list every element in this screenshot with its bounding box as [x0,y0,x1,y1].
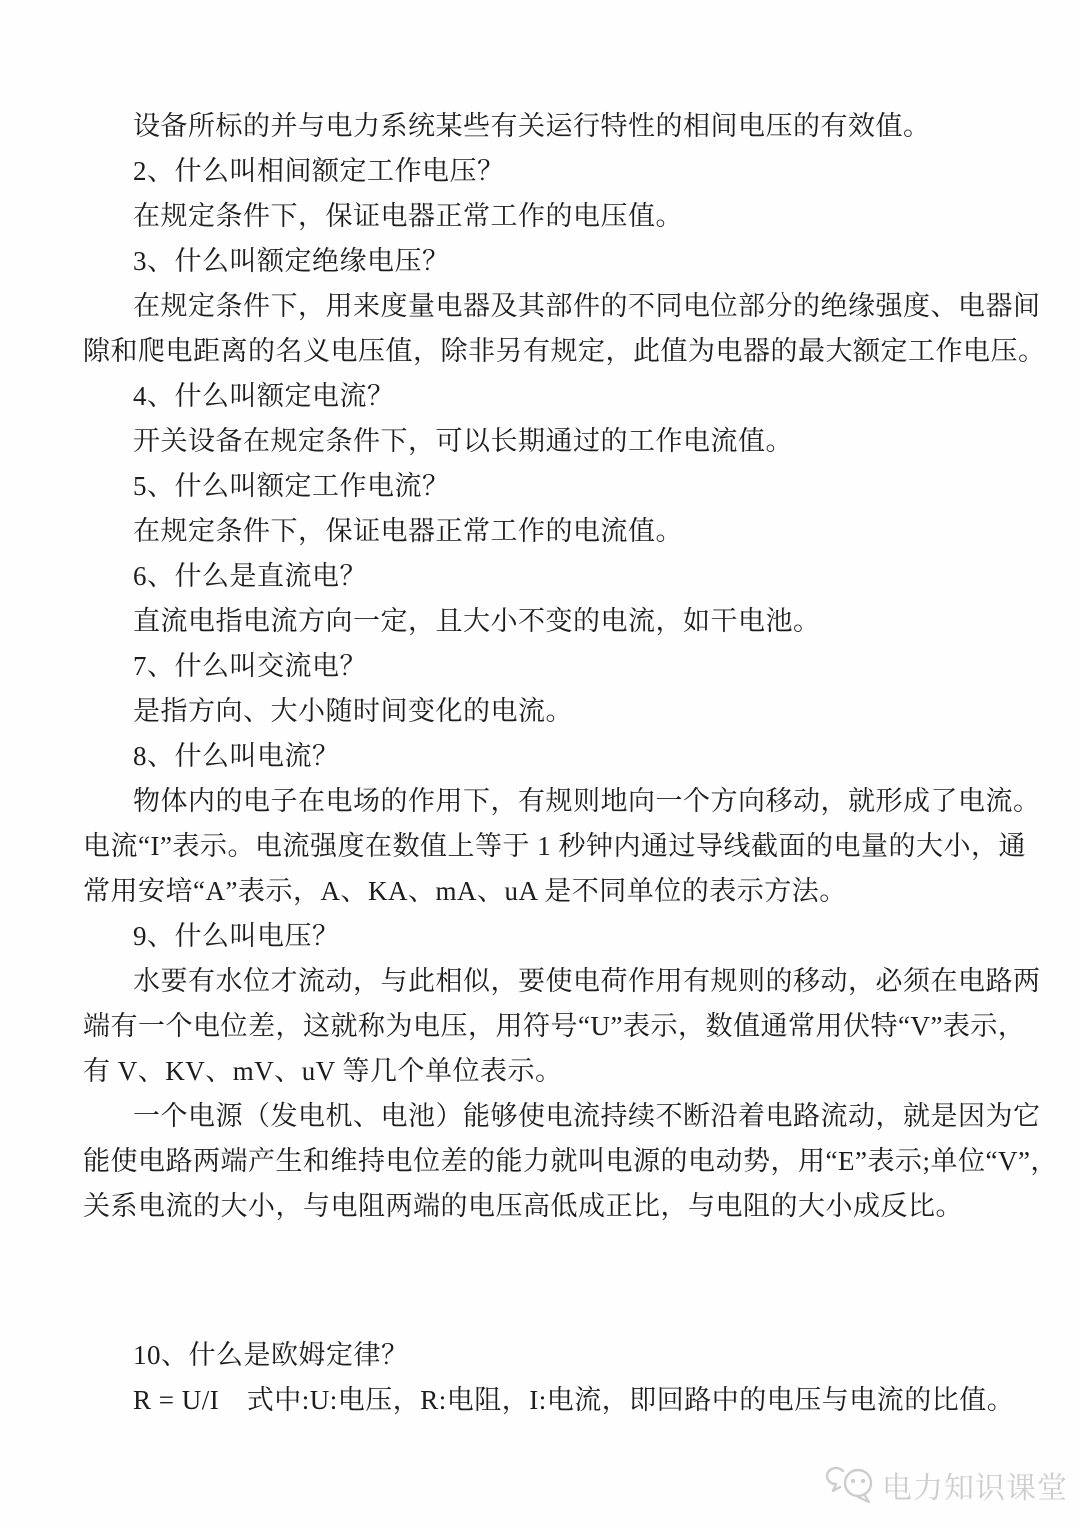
text-line: 4、什么叫额定电流？ [133,381,395,411]
text-line: 一个电源（发电机、电池）能够使电流持续不断沿着电路流动，就是因为它 [133,1101,1041,1131]
text-line: 有 V、KV、mV、uV 等几个单位表示。 [83,1056,563,1086]
text-line: 9、什么叫电压？ [133,921,340,951]
text-line: 2、什么叫相间额定工作电压？ [133,156,505,186]
text-line: R = U/I 式中:U:电压，R:电阻，I:电流，即回路中的电压与电流的比值。 [133,1385,1015,1415]
chat-bubbles-icon [825,1462,877,1508]
text-line: 物体内的电子在电场的作用下，有规则地向一个方向移动，就形成了电流。 [133,786,1041,816]
text-line: 能使电路两端产生和维持电位差的能力就叫电源的电动势，用“E”表示;单位“V”， [83,1146,1058,1176]
text-line: 7、什么叫交流电？ [133,651,367,681]
text-line: 开关设备在规定条件下，可以长期通过的工作电流值。 [133,426,793,456]
text-line: 设备所标的并与电力系统某些有关运行特性的相间电压的有效值。 [133,111,931,141]
text-line: 关系电流的大小，与电阻两端的电压高低成正比，与电阻的大小成反比。 [83,1191,963,1221]
text-line: 隙和爬电距离的名义电压值，除非另有规定，此值为电器的最大额定工作电压。 [83,336,1046,366]
text-line: 水要有水位才流动，与此相似，要使电荷作用有规则的移动，必须在电路两 [133,966,1041,996]
text-line: 直流电指电流方向一定，且大小不变的电流，如干电池。 [133,606,821,636]
text-line: 在规定条件下，保证电器正常工作的电压值。 [133,201,683,231]
text-line: 10、什么是欧姆定律？ [133,1340,409,1370]
text-line: 在规定条件下，保证电器正常工作的电流值。 [133,516,683,546]
text-line: 3、什么叫额定绝缘电压？ [133,246,450,276]
watermark-label: 电力知识课堂 [882,1472,1068,1505]
text-line: 在规定条件下，用来度量电器及其部件的不同电位部分的绝缘强度、电器间 [133,291,1041,321]
text-line: 是指方向、大小随时间变化的电流。 [133,696,573,726]
text-line: 8、什么叫电流？ [133,741,340,771]
document-body [83,104,1058,1423]
text-line: 6、什么是直流电？ [133,561,367,591]
watermark [825,1462,1068,1508]
text-line: 5、什么叫额定工作电流？ [133,471,450,501]
text-line: 端有一个电位差，这就称为电压，用符号“U”表示，数值通常用伏特“V”表示， [83,1011,1026,1041]
text-line: 常用安培“A”表示，A、KA、mA、uA 是不同单位的表示方法。 [83,876,847,906]
text-line: 电流“I”表示。电流强度在数值上等于 1 秒钟内通过导线截面的电量的大小，通 [83,831,1026,861]
